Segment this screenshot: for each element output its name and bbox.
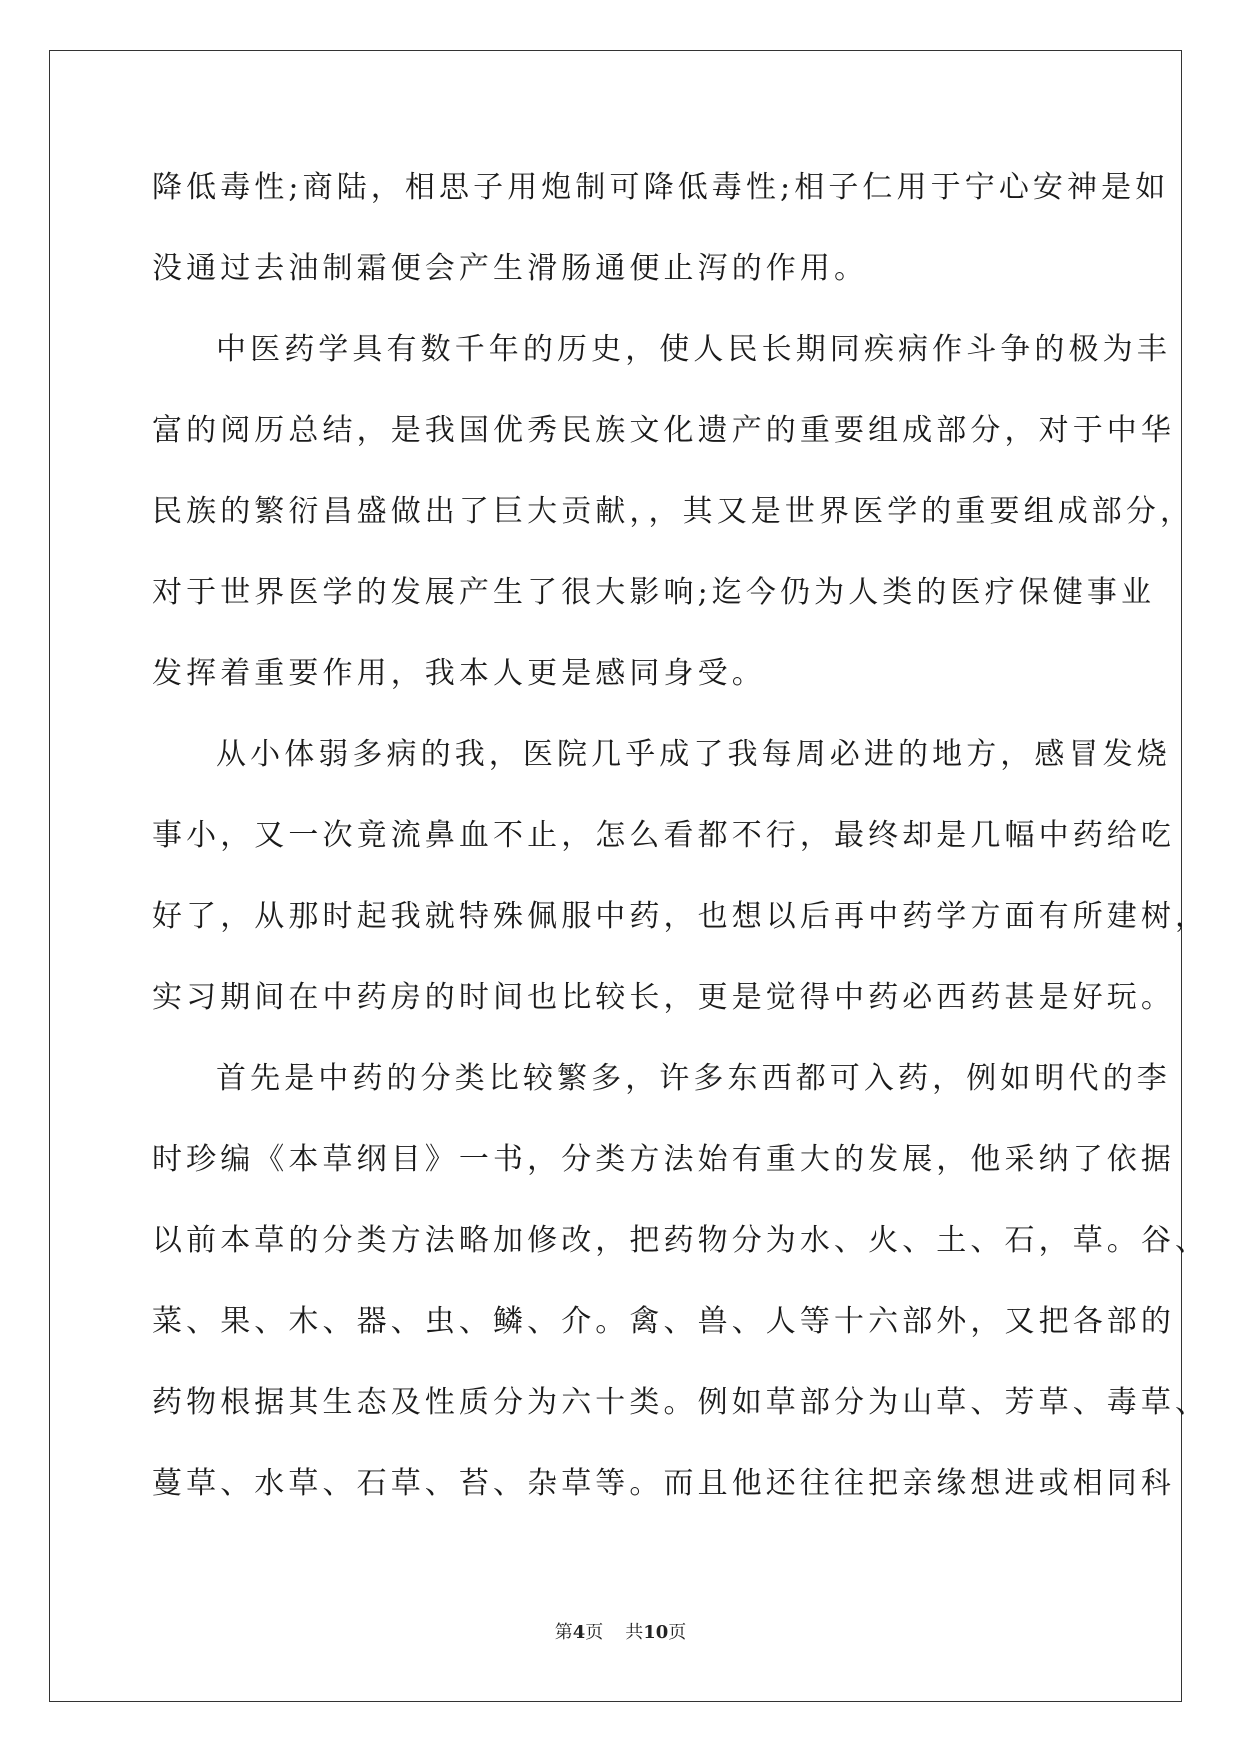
- text-line: 药物根据其生态及性质分为六十类。例如草部分为山草、芳草、毒草、: [152, 1385, 1210, 1420]
- text-line: 菜、果、木、器、虫、鳞、介。禽、兽、人等十六部外，又把各部的: [152, 1304, 1175, 1339]
- paragraph-start-line: 从小体弱多病的我，医院几乎成了我每周必进的地方，感冒发烧: [216, 737, 1171, 772]
- page-suffix: 页: [585, 1622, 604, 1643]
- paragraph-start-line: 中医药学具有数千年的历史，使人民长期同疾病作斗争的极为丰: [216, 332, 1171, 367]
- text-line: 事小，又一次竟流鼻血不止，怎么看都不行，最终却是几幅中药给吃: [152, 818, 1175, 853]
- total-pages: 10: [643, 1622, 669, 1643]
- text-line: 没通过去油制霜便会产生滑肠通便止泻的作用。: [152, 251, 869, 286]
- paragraph-start-line: 首先是中药的分类比较繁多，许多东西都可入药，例如明代的李: [216, 1061, 1171, 1096]
- page-prefix: 第: [554, 1622, 573, 1643]
- text-line: 好了，从那时起我就特殊佩服中药，也想以后再中药学方面有所建树，: [152, 899, 1210, 934]
- text-line: 富的阅历总结，是我国优秀民族文化遗产的重要组成部分，对于中华: [152, 413, 1175, 448]
- document-body: [152, 160, 1210, 1537]
- total-prefix: 共: [625, 1622, 644, 1643]
- text-line: 蔓草、水草、石草、苔、杂草等。而且他还往往把亲缘想进或相同科: [152, 1466, 1175, 1501]
- text-line: 降低毒性;商陆，相思子用炮制可降低毒性;相子仁用于宁心安神是如: [152, 170, 1170, 205]
- page-footer: [0, 1618, 1241, 1644]
- text-line: 实习期间在中药房的时间也比较长，更是觉得中药必西药甚是好玩。: [152, 980, 1175, 1015]
- text-line: 以前本草的分类方法略加修改，把药物分为水、火、土、石，草。谷、: [152, 1223, 1210, 1258]
- text-line: 对于世界医学的发展产生了很大影响;迄今仍为人类的医疗保健事业: [152, 575, 1156, 610]
- page-number: 4: [572, 1622, 586, 1643]
- text-line: 发挥着重要作用，我本人更是感同身受。: [152, 656, 766, 691]
- text-line: 民族的繁衍昌盛做出了巨大贡献，，其又是世界医学的重要组成部分，: [152, 494, 1195, 529]
- text-line: 时珍编《本草纲目》一书，分类方法始有重大的发展，他采纳了依据: [152, 1142, 1175, 1177]
- total-suffix: 页: [668, 1622, 687, 1643]
